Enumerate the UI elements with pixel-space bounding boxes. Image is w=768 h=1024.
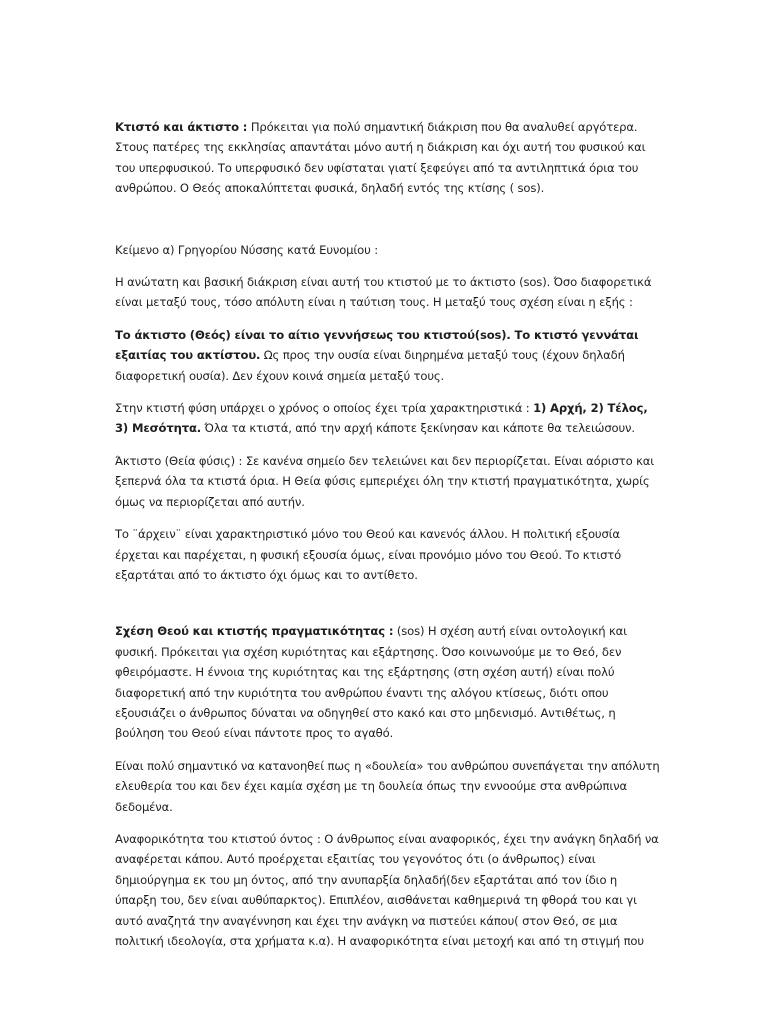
paragraph-cause [115, 325, 660, 386]
section-heading-gregory: Κείμενο α) Γρηγορίου Νύσσης κατά Ευνομίου : [115, 242, 378, 257]
section-title: Κτιστό και άκτιστο : [115, 120, 248, 134]
paragraph-archein: Το ¨άρχειν¨ είναι χαρακτηριστικό μόνο του Θεού και κανενός άλλου. Η πολιτική εξουσία έρχεται και παρέχεται, η φυσική εξουσία όμως, είναι προνόμιο μόνο του Θεού. Το κτιστό εξαρτάται από το άκτιστο όχι όμως και το αντίθετο. [115, 527, 622, 582]
paragraph-time [115, 398, 660, 439]
bold-statement: Το άκτιστο (Θεός) είναι το αίτιο γεννήσεως του κτιστού(sos). Το κτιστό γεννάται εξαιτίας του ακτίστου. [115, 327, 639, 363]
paragraph-anaforikotita: Αναφορικότητα του κτιστού όντος : Ο άνθρωπος είναι αναφορικός, έχει την ανάγκη δηλαδή να αναφέρεται κάπου. Αυτό προέρχεται εξαιτίας του γεγονότος ότι (ο άνθρωπος) είναι δημιούργημα εκ του μη όντος, από την ανυπαρξία δηλαδή(δεν εξαρτάται από τον ίδιο η ύπαρξη του, δεν είναι αυθύπαρκτος). Επιπλέον, αισθάνεται καθημερινά τη φθορά του και γι αυτό αναζητά την αναγέννηση και έχει την ανάγκη να πιστεύει κάπου( στον Θεό, σε μια πολιτική ιδεολογία, στα χρήματα κ.α). Η αναφορικότητα είναι μετοχή και από τη στιγμή που [115, 831, 659, 948]
bold-statement: 1) Αρχή, 2) Τέλος, 3) Μεσότητα. [115, 401, 648, 436]
paragraph-text: Πρόκειται για πολύ σημαντική διάκριση που θα αναλυθεί αργότερα. Στους πατέρες της εκκλησίας απαντάται μόνο αυτή η διάκριση και όχι αυτή του φυσικού και του υπερφυσικού. Το υπερφυσικό δεν υφίσταται γιατί ξεφεύγει από τα αντιληπτικά όρια του ανθρώπου. Ο Θεός αποκαλύπτεται φυσικά, δηλαδή εντός της κτίσης ( sos). [115, 120, 646, 196]
paragraph-text: Στην κτιστή φύση υπάρχει ο χρόνος ο οποίος έχει τρία χαρακτηριστικά : [115, 401, 534, 416]
paragraph-relation-god [115, 621, 660, 743]
document-body [115, 117, 660, 951]
paragraph-text: (sos) Η σχέση αυτή είναι οντολογική και φυσική. Πρόκειται για σχέση κυριότητας και εξάρτησης. Όσο κοινωνούμε με το Θεό, δεν φθειρόμαστε. Η έννοια της κυριότητας και της εξάρτησης (στη σχέση αυτή) είναι πολύ διαφορετική από την κυριότητα του ανθρώπου έναντι της αλόγου κτίσεως, διότι οπου εξουσιάζει ο άνθρωπος δύναται να οδηγηθεί στο κακό και στο μηδενισμό. Αντιθέτως, η βούληση του Θεού είναι πάντοτε προς το αγαθό. [115, 624, 627, 741]
paragraph-divine-nature: Άκτιστο (Θεία φύσις) : Σε κανένα σημείο δεν τελειώνει και δεν περιορίζεται. Είναι αόριστο και ξεπερνά όλα τα κτιστά όρια. Η Θεία φύσις εμπεριέχει όλη την κτιστή πραγματικότητα, χωρίς όμως να περιορίζεται από αυτήν. [115, 453, 655, 509]
section-title: Σχέση Θεού και κτιστής πραγματικότητας : [115, 624, 394, 639]
paragraph-douleia: Είναι πολύ σημαντικό να κατανοηθεί πως η «δουλεία» του ανθρώπου συνεπάγεται την απόλυτη ελευθερία του και δεν έχει καμία σχέση με τη δουλεία όπως την εννοούμε στα ανθρώπινα δεδομένα. [115, 758, 660, 814]
paragraph-text: Όλα τα κτιστά, από την αρχή κάποτε ξεκίνησαν και κάποτε θα τελειώσουν. [201, 421, 635, 436]
paragraph-distinction: Η ανώτατη και βασική διάκριση είναι αυτή του κτιστού με το άκτιστο (sos). Όσο διαφορετικά είναι μεταξύ τους, τόσο απόλυτη είναι η ταύτιση τους. Η μεταξύ τους σχέση είναι η εξής : [115, 275, 652, 310]
paragraph-text: Ως προς την ουσία είναι διηρημένα μεταξύ τους (έχουν δηλαδή διαφορετική ουσία). Δεν έχουν κοινά σημεία μεταξύ τους. [115, 348, 625, 383]
paragraph-ktisto-akitisto [115, 117, 660, 199]
